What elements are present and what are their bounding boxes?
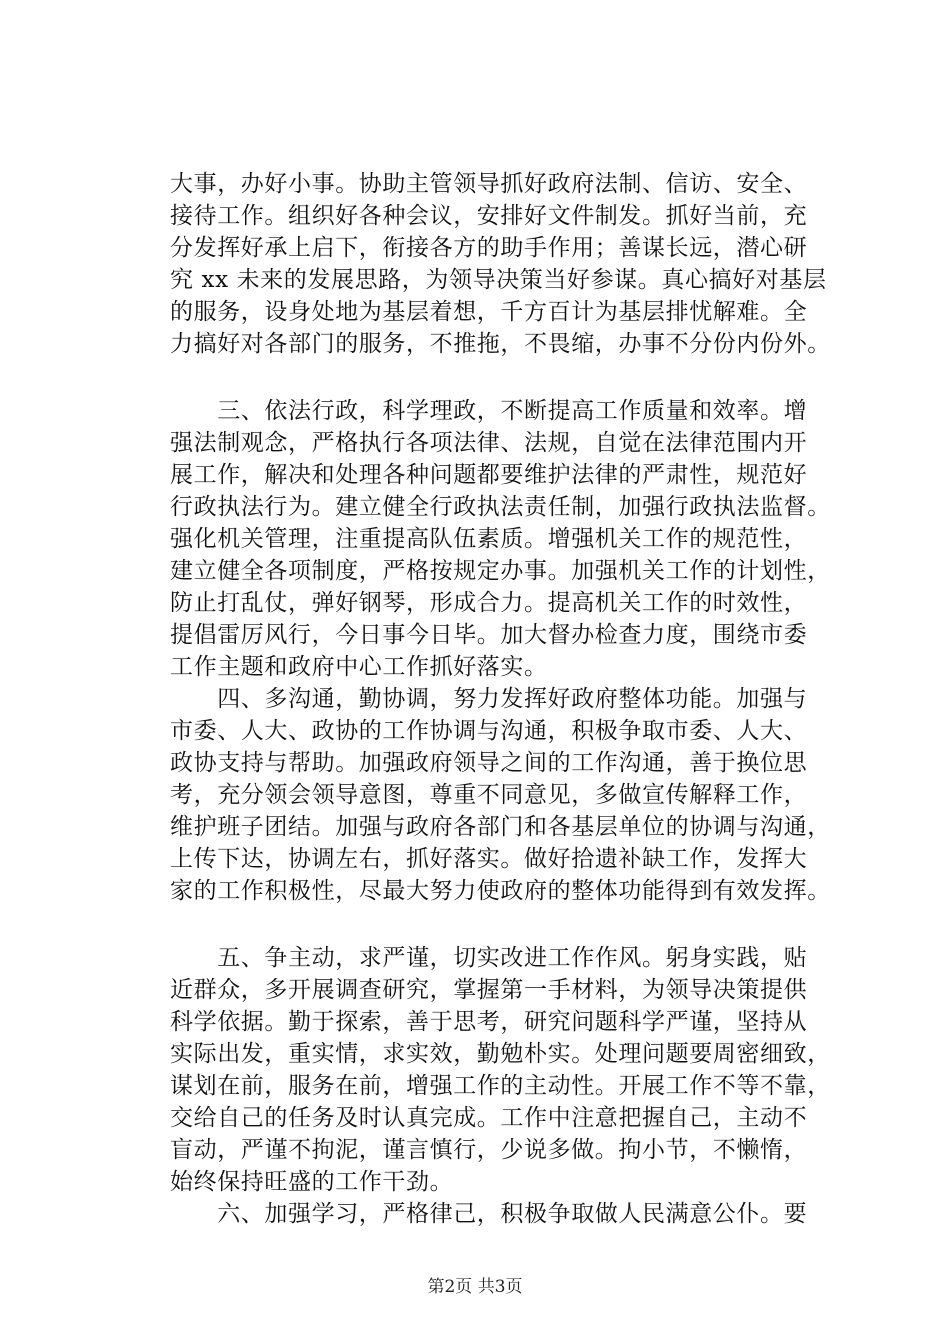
paragraph-line: 始终保持旺盛的工作干劲。 (170, 1169, 454, 1195)
page-footer: 第2页 共3页 (427, 1277, 523, 1297)
paragraph-line: 究 xx 未来的发展思路，为领导决策当好参谋。真心搞好对基层 (170, 267, 827, 293)
paragraph-line: 六、加强学习，严格律己，积极争取做人民满意公仆。要 (170, 1201, 808, 1227)
paragraph-line: 强化机关管理，注重提高队伍素质。增强机关工作的规范性， (170, 526, 808, 552)
paragraph-line: 五、争主动，求严谨，切实改进工作作风。躬身实践，贴 (170, 945, 808, 971)
paragraph-line: 接待工作。组织好各种会议，安排好文件制发。抓好当前，充 (170, 203, 808, 229)
paragraph-line: 盲动，严谨不拘泥，谨言慎行，少说多做。拘小节，不懒惰， (170, 1137, 808, 1163)
paragraph-line: 实际出发，重实情，求实效，勤勉朴实。处理问题要周密细致， (170, 1041, 831, 1067)
paragraph-line: 行政执法行为。建立健全行政执法责任制，加强行政执法监督。 (170, 494, 831, 520)
paragraph-line: 考，充分领会领导意图，尊重不同意见，多做宣传解释工作， (170, 782, 808, 808)
paragraph-line: 防止打乱仗，弹好钢琴，形成合力。提高机关工作的时效性， (170, 590, 808, 616)
paragraph-line: 市委、人大、政协的工作协调与沟通，积极争取市委、人大、 (170, 718, 808, 744)
paragraph-line: 的服务，设身处地为基层着想，千方百计为基层排忧解难。全 (170, 299, 808, 325)
paragraph-line: 政协支持与帮助。加强政府领导之间的工作沟通，善于换位思 (170, 750, 808, 776)
paragraph-line: 建立健全各项制度，严格按规定办事。加强机关工作的计划性， (170, 558, 831, 584)
paragraph-line: 谋划在前，服务在前，增强工作的主动性。开展工作不等不靠， (170, 1073, 831, 1099)
paragraph-line: 展工作，解决和处理各种问题都要维护法律的严肃性，规范好 (170, 462, 808, 488)
paragraph-line: 近群众，多开展调查研究，掌握第一手材料，为领导决策提供 (170, 977, 808, 1003)
paragraph-line: 工作主题和政府中心工作抓好落实。 (170, 654, 548, 680)
paragraph-line: 大事，办好小事。协助主管领导抓好政府法制、信访、安全、 (170, 171, 808, 197)
paragraph-line: 强法制观念，严格执行各项法律、法规，自觉在法律范围内开 (170, 430, 808, 456)
paragraph-line: 力搞好对各部门的服务，不推拖，不畏缩，办事不分份内份外。 (170, 331, 831, 357)
paragraph-line: 分发挥好承上启下，衔接各方的助手作用；善谋长远，潜心研 (170, 235, 808, 261)
paragraph-line: 四、多沟通，勤协调，努力发挥好政府整体功能。加强与 (170, 686, 808, 712)
paragraph-line: 上传下达，协调左右，抓好落实。做好拾遗补缺工作，发挥大 (170, 846, 808, 872)
paragraph-line: 三、依法行政，科学理政，不断提高工作质量和效率。增 (170, 398, 808, 424)
paragraph-line: 提倡雷厉风行，今日事今日毕。加大督办检查力度，围绕市委 (170, 622, 808, 648)
paragraph-line: 交给自己的任务及时认真完成。工作中注意把握自己，主动不 (170, 1105, 808, 1131)
paragraph-line: 维护班子团结。加强与政府各部门和各基层单位的协调与沟通， (170, 814, 831, 840)
paragraph-line: 科学依据。勤于探索，善于思考，研究问题科学严谨，坚持从 (170, 1009, 808, 1035)
paragraph-line: 家的工作积极性，尽最大努力使政府的整体功能得到有效发挥。 (170, 878, 831, 904)
